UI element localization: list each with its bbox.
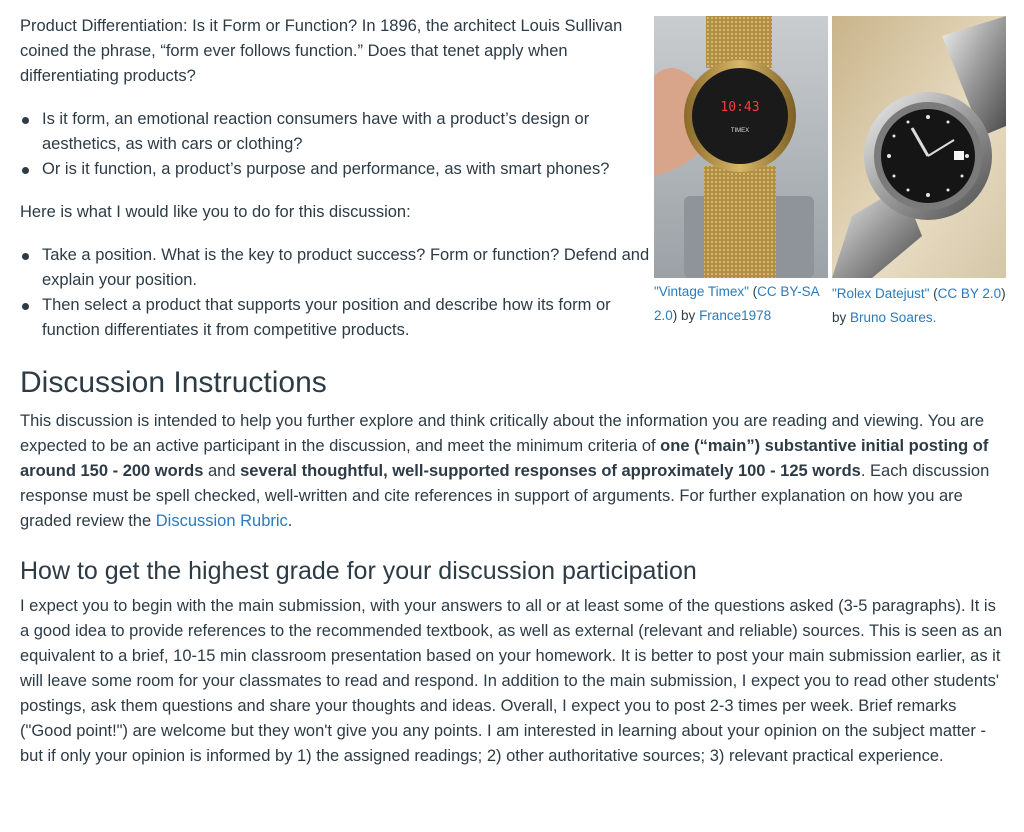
tasks-list — [20, 243, 652, 343]
vintage-timex-link[interactable]: "Vintage Timex" — [654, 284, 749, 299]
list-item: Then select a product that supports your position and describe how its form or function differentiates it from competitive products. — [42, 293, 652, 343]
caption-vintage-timex: "Vintage Timex" (CC BY-SA 2.0) by France1978 — [654, 284, 819, 323]
rolex-watch-image — [832, 16, 1006, 278]
intro-section — [20, 14, 652, 343]
list-item: Take a position. What is the key to product success? Form or function? Defend and explain your position. — [42, 243, 652, 293]
by-text: by — [832, 310, 847, 325]
figure-rolex-datejust — [832, 16, 1006, 330]
figure-vintage-timex — [654, 16, 828, 328]
response-requirement: several thoughtful, well-supported responses of approximately 100 - 125 words — [240, 462, 861, 480]
instructions-text: and — [203, 462, 241, 480]
list-item: Is it form, an emotional reaction consumers have with a product’s design or aesthetics, as with cars or clothing? — [42, 107, 652, 157]
instructions-text: This discussion is intended to help you further explore and think critically about the information you are reading and viewing. You are expected to be an active participant in the discussion, and meet the minimum criteria of — [20, 412, 984, 455]
license-link[interactable]: CC BY 2.0 — [937, 286, 1002, 301]
task-lead: Here is what I would like you to do for this discussion: — [20, 203, 411, 221]
author-link[interactable]: Bruno Soares. — [850, 310, 937, 325]
grading-paragraph: I expect you to begin with the main submission, with your answers to all or at least some of the questions asked (3-5 paragraphs). It is a good idea to provide references to the recommended textbook, as well as external (relevant and reliable) sources. This is seen as an equivalent to a brief, 10-15 min classroom presentation based on your homework. It is better to post your main submission earlier, as it will leave some room for your classmates to read and respond. In addition to the main submission, I expect you to read other students' postings, ask them questions and share your thoughts and ideas. Overall, I expect you to post 2-3 times per week. Brief remarks ("Good point!") are welcome but they won't give you any points. I am interested in learning about your opinion on the subject matter - but if only your opinion is informed by 1) the assigned readings; 2) other authoritative sources; 3) relevant practical experience. — [20, 597, 1002, 765]
license-link[interactable]: CC BY-SA 2.0 — [654, 284, 819, 323]
instructions-paragraph — [20, 409, 1004, 534]
list-item: Or is it function, a product’s purpose and performance, as with smart phones? — [42, 157, 652, 182]
timex-brand: TIMEX — [730, 128, 750, 134]
author-link[interactable]: France1978 — [699, 308, 772, 323]
rolex-datejust-link[interactable]: "Rolex Datejust" — [832, 286, 930, 301]
main-post-requirement: one (“main”) substantive initial posting of around 150 - 200 words — [20, 437, 989, 480]
vintage-timex-photo[interactable] — [654, 16, 828, 278]
image-gallery — [654, 16, 1006, 336]
by-text: by — [681, 308, 696, 323]
instructions-text: . Each discussion response must be spell checked, well-written and cite references in support of arguments. For further explanation on how you are graded review the — [20, 462, 990, 530]
questions-list — [20, 107, 652, 182]
highest-grade-heading: How to get the highest grade for your discussion participation — [20, 557, 697, 585]
caption-rolex-datejust: "Rolex Datejust" (CC BY 2.0) by Bruno Soares. — [832, 286, 1006, 325]
timex-watch-image — [654, 16, 828, 278]
rolex-datejust-photo[interactable] — [832, 16, 1006, 278]
timex-display-time: 10:43 — [720, 100, 760, 115]
intro-paragraph: Product Differentiation: Is it Form or Function? In 1896, the architect Louis Sullivan coined the phrase, “form ever follows function.” Does that tenet apply when differentiating products? — [20, 17, 623, 85]
discussion-instructions-heading: Discussion Instructions — [20, 366, 327, 399]
discussion-rubric-link[interactable]: Discussion Rubric — [155, 512, 288, 530]
instructions-text: . — [287, 512, 293, 530]
